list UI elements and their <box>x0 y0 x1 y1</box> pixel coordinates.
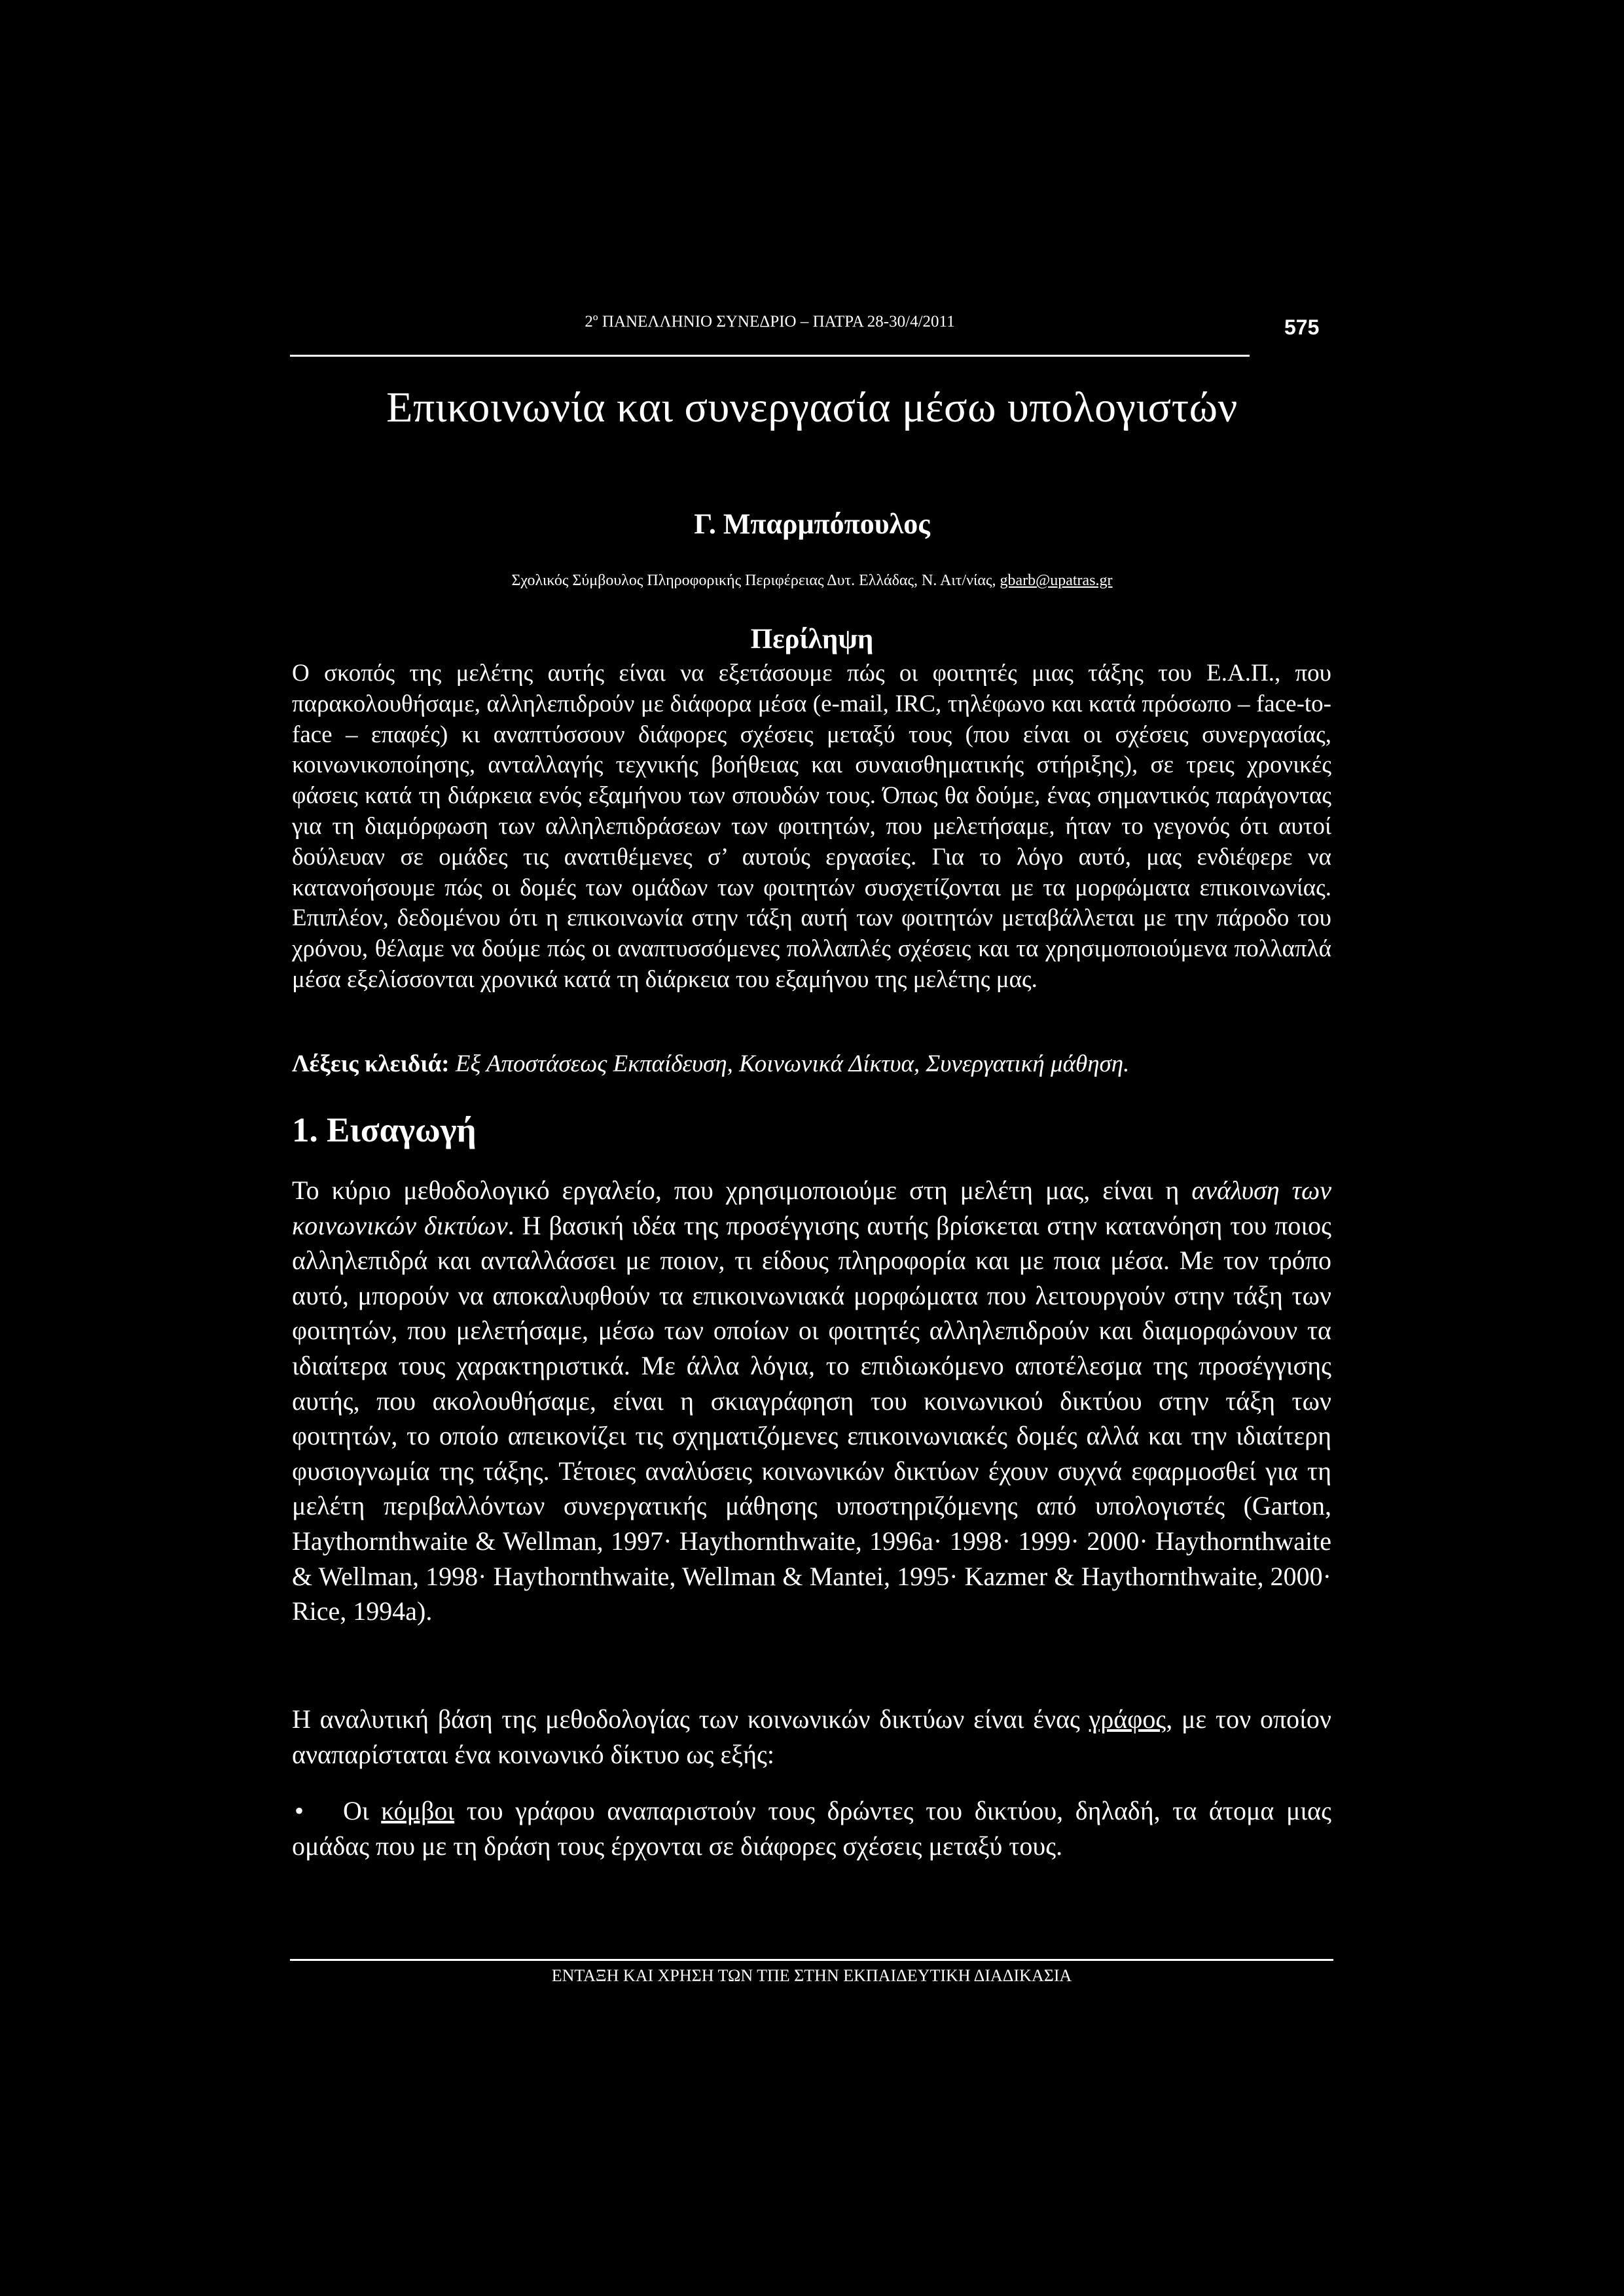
abstract-heading: Περίληψη <box>750 624 874 655</box>
footer-rule <box>290 1959 1333 1961</box>
p2-text-rest: , με τον οποίον αναπαρίσταται ένα κοινωνικό δίκτυο ως εξής: <box>292 1704 1331 1769</box>
abstract-text: Ο σκοπός της μελέτης αυτής είναι να εξετάσουμε πώς οι φοιτητές μιας τάξης του Ε.Α.Π., που παρακολουθήσαμε, αλληλεπιδρούν με διάφορα μέσα (e-mail, IRC, τηλέφωνο και κατά πρόσωπο – face-to-face – επαφές) κι αναπτύσσουν διάφορες σχέσεις μεταξύ τους (που είναι οι σχέσεις συνεργασίας, κοινωνικοποίησης, ανταλλαγής τεχνικής βοήθειας και συναισθηματικής στήριξης), σε τρεις χρονικές φάσεις κατά τη διάρκεια ενός εξαμήνου των σπουδών τους. Όπως θα δούμε, ένας σημαντικός παράγοντας για τη διαμόρφωση των αλληλεπιδράσεων των φοιτητών, που μελετήσαμε, ήταν το γεγονός ότι αυτοί δούλευαν σε ομάδες τις ανατιθέμενες σ’ αυτούς εργασίες. Για το λόγο αυτό, μας ενδιέφερε να κατανοήσουμε πώς οι δομές των ομάδων των φοιτητών συσχετίζονται με τα μορφώματα επικοινωνίας. Επιπλέον, δεδομένου ότι η επικοινωνία στην τάξη αυτή των φοιτητών μεταβάλλεται με την πάροδο του χρόνου, θέλαμε να δούμε πώς οι αναπτυσσόμενες πολλαπλές σχέσεις και τα χρησιμοποιούμενα πολλαπλά μέσα εξελίσσονται χρονικά κατά τη διάρκεια του εξαμήνου της μελέτης μας. <box>292 660 1331 993</box>
page-number: 575 <box>1284 315 1320 339</box>
author-affiliation <box>0 572 1624 590</box>
p2-text-start: Η αναλυτική βάση της μεθοδολογίας των κοινωνικών δικτύων είναι ένας <box>292 1704 1089 1734</box>
affiliation-text: Σχολικός Σύμβουλος Πληροφορικής Περιφέρειας Δυτ. Ελλάδας, Ν. Αιτ/νίας, <box>511 572 1000 589</box>
p1-text-start: Το κύριο μεθοδολογικό εργαλείο, που χρησιμοποιούμε στη μελέτη μας, είναι η <box>292 1175 1192 1205</box>
author-name: Γ. Μπαρμπόπουλος <box>694 508 930 540</box>
keywords-value: Εξ Αποστάσεως Εκπαίδευση, Κοινωνικά Δίκτυα, Συνεργατική μάθηση. <box>455 1050 1130 1077</box>
graph-link[interactable]: γράφος <box>1089 1704 1166 1734</box>
author-email-link[interactable]: gbarb@upatras.gr <box>1000 572 1113 589</box>
bullet-text-start: Οι <box>343 1796 382 1825</box>
bullet-icon: • <box>295 1796 304 1825</box>
bullet-text-rest: του γράφου αναπαριστούν τους δρώντες του δικτύου, δηλαδή, τα άτομα μιας ομάδας που με τη δράση τους έρχονται σε διάφορες σχέσεις μεταξύ τους. <box>292 1796 1331 1861</box>
keywords <box>292 1049 1331 1079</box>
intro-paragraph-2 <box>292 1702 1331 1772</box>
p1-text-rest: . Η βασική ιδέα της προσέγγισης αυτής βρίσκεται στην κατανόηση του ποιος αλληλεπιδρά και ανταλλάσσει με ποιον, τι είδους πληροφορία και με ποια μέσα. Με τον τρόπο αυτό, μπορούν να αποκαλυφθούν τα επικοινωνιακά μορφώματα που λειτουργούν στην τάξη των φοιτητών, που μελετήσαμε, μέσω των οποίων οι φοιτητές αλληλεπιδρούν και διαμορφώνουν τα ιδιαίτερα τους χαρακτηριστικά. Με άλλα λόγια, το επιδιωκόμενο αποτέλεσμα της προσέγγισης αυτής, που ακολουθήσαμε, είναι η σκιαγράφηση του κοινωνικού δικτύου στην τάξη των φοιτητών, το οποίο απεικονίζει τις σχηματιζόμενες επικοινωνιακές δομές αλλά και την ιδιαίτερη φυσιογνωμία της τάξης. Τέτοιες αναλύσεις κοινωνικών δικτύων έχουν συχνά εφαρμοσθεί για τη μελέτη περιβαλλόντων συνεργατικής μάθησης υποστηριζόμενης από υπολογιστές (Garton, Haythornthwaite & Wellman, 1997· Haythornthwaite, 1996a· 1998· 1999· 2000· Haythornthwaite & Wellman, 1998· Haythornthwaite, Wellman & Mantei, 1995· Kazmer & Haythornthwaite, 2000· Rice, 1994a). <box>292 1210 1331 1626</box>
paper-title: Επικοινωνία και συνεργασία μέσω υπολογιστών <box>386 384 1238 431</box>
nodes-link[interactable]: κόμβοι <box>381 1796 455 1825</box>
section-heading-introduction: 1. Εισαγωγή <box>292 1111 477 1149</box>
intro-paragraph-1 <box>292 1173 1331 1629</box>
running-footer: ΕΝΤΑΞΗ ΚΑΙ ΧΡΗΣΗ ΤΩΝ ΤΠΕ ΣΤΗΝ ΕΚΠΑΙΔΕΥΤΙΚΗ ΔΙΑΔΙΚΑΣΙΑ <box>551 1966 1072 1985</box>
running-header <box>290 308 1250 357</box>
keywords-label: Λέξεις κλειδιά: <box>292 1050 450 1077</box>
list-item <box>292 1793 1331 1863</box>
conference-header: 2º ΠΑΝΕΛΛΗΝΙΟ ΣΥΝΕΔΡΙΟ – ΠΑΤΡΑ 28-30/4/2011 <box>585 313 955 331</box>
p1-italic-term: ανάλυση των κοινωνικών δικτύων <box>292 1175 1331 1240</box>
